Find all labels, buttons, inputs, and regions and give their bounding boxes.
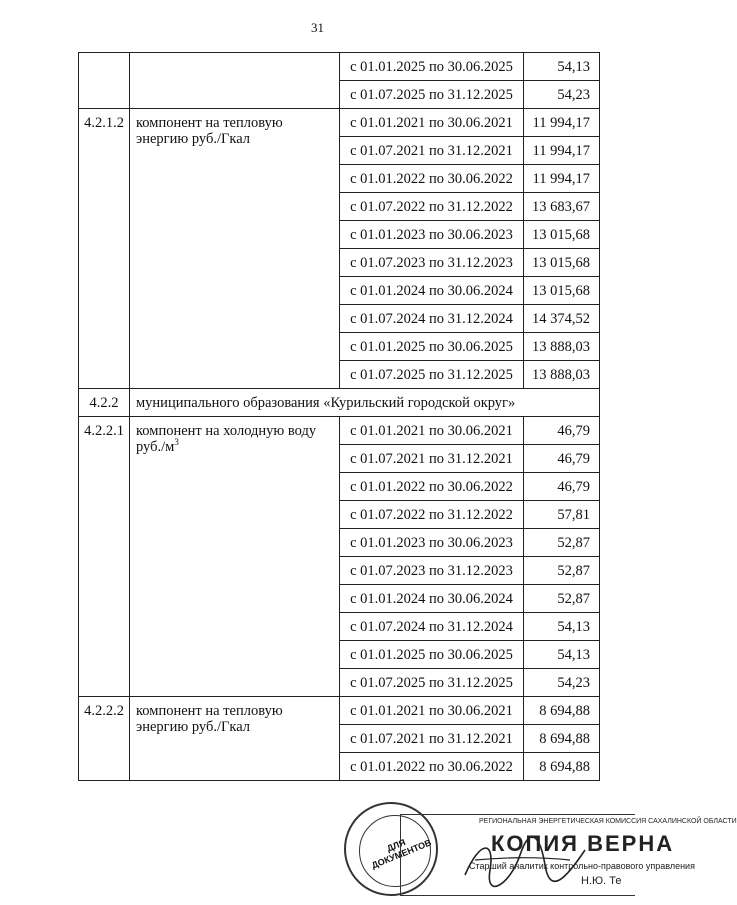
stamp-name: Н.Ю. Те	[581, 875, 622, 887]
handwritten-signature	[460, 830, 590, 890]
value-cell: 11 994,17	[524, 109, 600, 137]
value-cell: 54,13	[524, 641, 600, 669]
value-cell: 46,79	[524, 445, 600, 473]
item-number: 4.2.2.1	[79, 417, 130, 697]
period-cell: с 01.01.2021 по 30.06.2021	[340, 417, 524, 445]
value-cell: 46,79	[524, 473, 600, 501]
item-number: 4.2.1.2	[79, 109, 130, 389]
period-cell: с 01.01.2024 по 30.06.2024	[340, 585, 524, 613]
tariff-table	[78, 52, 600, 781]
certification-stamp	[340, 800, 737, 905]
period-cell: с 01.07.2021 по 31.12.2021	[340, 137, 524, 165]
period-cell: с 01.01.2025 по 30.06.2025	[340, 53, 524, 81]
period-cell: с 01.07.2022 по 31.12.2022	[340, 193, 524, 221]
value-cell: 54,23	[524, 81, 600, 109]
period-cell: с 01.01.2025 по 30.06.2025	[340, 641, 524, 669]
table-row	[79, 417, 600, 445]
period-cell: с 01.01.2023 по 30.06.2023	[340, 529, 524, 557]
unit-superscript: 3	[174, 437, 179, 448]
value-cell: 8 694,88	[524, 725, 600, 753]
section-number: 4.2.2	[79, 389, 130, 417]
value-cell: 13 015,68	[524, 221, 600, 249]
value-cell: 13 888,03	[524, 361, 600, 389]
table-row	[79, 697, 600, 725]
period-cell: с 01.07.2023 по 31.12.2023	[340, 557, 524, 585]
value-cell: 52,87	[524, 529, 600, 557]
page-number: 31	[311, 20, 324, 35]
value-cell: 52,87	[524, 557, 600, 585]
value-cell: 13 015,68	[524, 277, 600, 305]
period-cell: с 01.07.2025 по 31.12.2025	[340, 81, 524, 109]
period-cell: с 01.07.2024 по 31.12.2024	[340, 613, 524, 641]
stamp-main-text: КОПИЯ ВЕРНА	[491, 831, 675, 856]
value-cell: 54,13	[524, 613, 600, 641]
period-cell: с 01.07.2021 по 31.12.2021	[340, 725, 524, 753]
period-cell: с 01.01.2021 по 30.06.2021	[340, 109, 524, 137]
value-cell: 57,81	[524, 501, 600, 529]
stamp-organization: РЕГИОНАЛЬНАЯ ЭНЕРГЕТИЧЕСКАЯ КОМИССИЯ САХАЛИНСКОЙ ОБЛАСТИ	[479, 818, 737, 825]
value-cell: 14 374,52	[524, 305, 600, 333]
value-cell: 11 994,17	[524, 165, 600, 193]
value-cell: 54,23	[524, 669, 600, 697]
value-cell: 11 994,17	[524, 137, 600, 165]
period-cell: с 01.01.2022 по 30.06.2022	[340, 473, 524, 501]
item-description: компонент на тепловую энергию руб./Гкал	[130, 109, 340, 389]
value-cell: 13 888,03	[524, 333, 600, 361]
period-cell: с 01.01.2024 по 30.06.2024	[340, 277, 524, 305]
value-cell: 13 015,68	[524, 249, 600, 277]
stamp-position: Старший аналитик контрольно-правового управления	[469, 861, 695, 871]
period-cell: с 01.07.2021 по 31.12.2021	[340, 445, 524, 473]
period-cell: с 01.01.2022 по 30.06.2022	[340, 165, 524, 193]
value-cell: 52,87	[524, 585, 600, 613]
item-number: 4.2.2.2	[79, 697, 130, 781]
value-cell: 8 694,88	[524, 697, 600, 725]
period-cell: с 01.07.2025 по 31.12.2025	[340, 361, 524, 389]
value-cell: 54,13	[524, 53, 600, 81]
item-description: компонент на холодную воду $руб./м^3$	[130, 417, 340, 697]
period-cell: с 01.07.2023 по 31.12.2023	[340, 249, 524, 277]
period-cell: с 01.01.2023 по 30.06.2023	[340, 221, 524, 249]
period-cell: с 01.07.2025 по 31.12.2025	[340, 669, 524, 697]
period-cell: с 01.01.2021 по 30.06.2021	[340, 697, 524, 725]
value-cell: 46,79	[524, 417, 600, 445]
table-row	[79, 109, 600, 137]
table-row	[79, 53, 600, 81]
period-cell: с 01.07.2024 по 31.12.2024	[340, 305, 524, 333]
item-description: компонент на тепловую энергию руб./Гкал	[130, 697, 340, 781]
period-cell: с 01.01.2025 по 30.06.2025	[340, 333, 524, 361]
period-cell: с 01.07.2022 по 31.12.2022	[340, 501, 524, 529]
section-title: муниципального образования «Курильский городской округ»	[130, 389, 600, 417]
seal-text: ДЛЯ ДОКУМЕНТОВ	[370, 837, 433, 871]
value-cell: 13 683,67	[524, 193, 600, 221]
section-row	[79, 389, 600, 417]
value-cell: 8 694,88	[524, 753, 600, 781]
period-cell: с 01.01.2022 по 30.06.2022	[340, 753, 524, 781]
